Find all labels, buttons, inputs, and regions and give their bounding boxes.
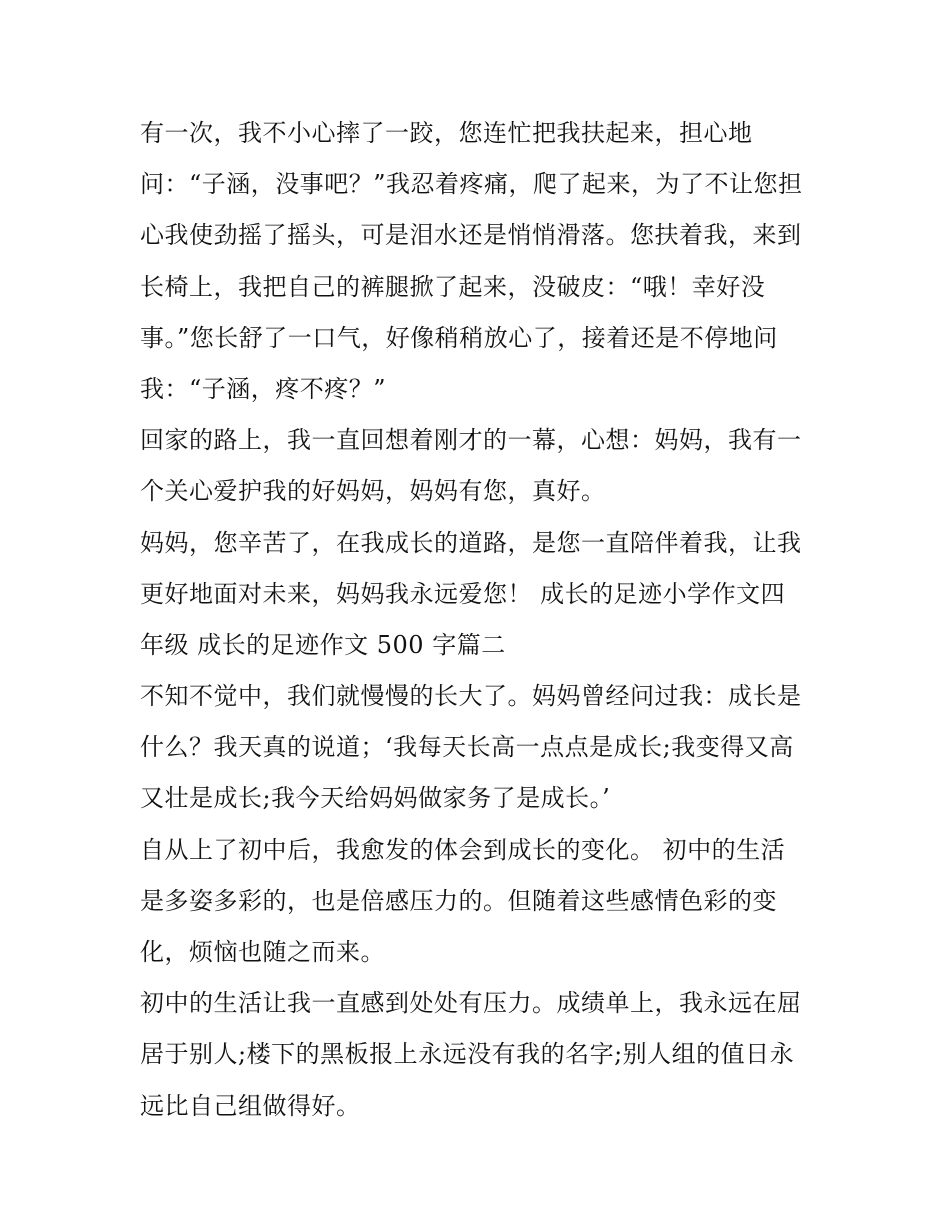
text-line: 问：“子涵，没事吧？”我忍着疼痛，爬了起来，为了不让您担 (140, 170, 803, 199)
text-line: 居于别人;楼下的黑板报上永远没有我的名字;别人组的值日永 (140, 1040, 795, 1069)
text-line: 初中的生活让我一直感到处处有压力。成绩单上，我永远在屈 (140, 989, 802, 1018)
text-line: 是多姿多彩的，也是倍感压力的。但随着这些感情色彩的变 (140, 886, 777, 915)
text-line: 更好地面对未来，妈妈我永远爱您！ 成长的足迹小学作文四 (140, 579, 786, 608)
text-line: 心我使劲摇了摇头，可是泪水还是悄悄滑落。您扶着我，来到 (140, 221, 802, 250)
text-line: 不知不觉中，我们就慢慢的长大了。妈妈曾经问过我：成长是 (140, 682, 802, 711)
text-line: 自从上了初中后，我愈发的体会到成长的变化。 初中的生活 (140, 835, 786, 864)
text-line: 事。”您长舒了一口气，好像稍稍放心了，接着还是不停地问 (140, 323, 778, 352)
document-body (140, 108, 820, 1132)
text-line: 个关心爱护我的好妈妈，妈妈有您，真好。 (140, 477, 606, 506)
text-line: 我：“子涵，疼不疼？” (140, 374, 387, 403)
text-line: 远比自己组做得好。 (140, 1091, 361, 1120)
text-line: 化，烦恼也随之而来。 (140, 938, 385, 966)
text-line: 长椅上，我把自己的裤腿掀了起来，没破皮：“哦！幸好没 (140, 272, 766, 301)
text-line: 什么？我天真的说道；‘我每天长高一点点是成长;我变得又高 (140, 733, 794, 762)
text-line: 有一次，我不小心摔了一跤，您连忙把我扶起来，担心地 (140, 119, 753, 147)
text-line: 回家的路上，我一直回想着刚才的一幕，心想：妈妈，我有一 (140, 426, 802, 455)
text-line: 妈妈，您辛苦了，在我成长的道路，是您一直陪伴着我，让我 (140, 528, 802, 557)
text-line: 又壮是成长;我今天给妈妈做家务了是成长。’ (140, 784, 611, 813)
text-line: 年级 成长的足迹作文 500 字篇二 (140, 630, 506, 659)
